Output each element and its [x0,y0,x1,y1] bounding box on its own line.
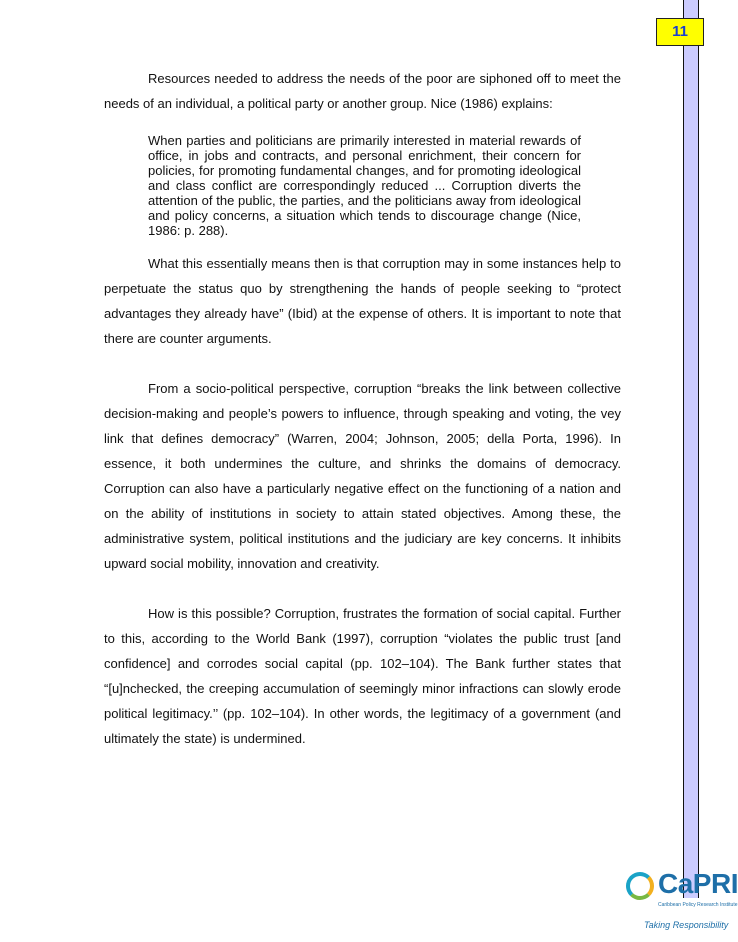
paragraph-spacer [104,576,621,601]
capri-logo [624,868,738,936]
paragraph-1: Resources needed to address the needs of the poor are siphoned off to meet the needs of an individual, a political party or another group. Nice (1986) explains: [104,71,621,111]
page-number-badge: 11 [656,18,704,46]
logo-name: CaPRI [658,868,738,899]
block-quote: When parties and politicians are primarily interested in material rewards of office, in jobs and contracts, and personal enrichment, their concern for policies, for promoting fundamental changes, and for promoting ideological and class conflict are correspondingly reduced ... Corruption diverts the attention of the public, the parties, and the politicians away from ideological and policy concerns, a situation which tends to discourage change (Nice, 1986: p. 288). [148,133,581,238]
logo-ring-icon [626,872,654,900]
document-body [104,66,621,751]
paragraph-3: From a socio-political perspective, corruption “breaks the link between collective decision-making and people’s powers to influence, through speaking and voting, the vey link that defines democracy” (Warren, 2004; Johnson, 2005; della Porta, 1996). In essence, it both undermines the culture, and shrinks the domains of democracy. Corruption can also have a particularly negative effect on the functioning of a nation and on the ability of institutions in society to attain stated objectives. Among these, the administrative system, political institutions and the judiciary are key concerns. It inhibits upward social mobility, innovation and creativity. [104,381,621,571]
logo-subtitle: Caribbean Policy Research Institute [658,902,738,908]
sidebar-stripe [683,0,699,898]
paragraph-4: How is this possible? Corruption, frustrates the formation of social capital. Further to this, according to the World Bank (1997), corruption “violates the public trust [and confidence] and corrodes social capital (pp. 102–104). The Bank further states that “[u]nchecked, the creeping accumulation of seemingly minor infractions can slowly erode political legitimacy.’’ (pp. 102–104). In other words, the legitimacy of a government (and ultimately the state) is undermined. [104,606,621,746]
logo-tagline: Taking Responsibility [644,920,729,930]
paragraph-spacer [104,351,621,376]
paragraph-2: What this essentially means then is that corruption may in some instances help to perpetuate the status quo by strengthening the hands of people seeking to “protect advantages they already have” (Ibid) at the expense of others. It is important to note that there are counter arguments. [104,256,621,346]
